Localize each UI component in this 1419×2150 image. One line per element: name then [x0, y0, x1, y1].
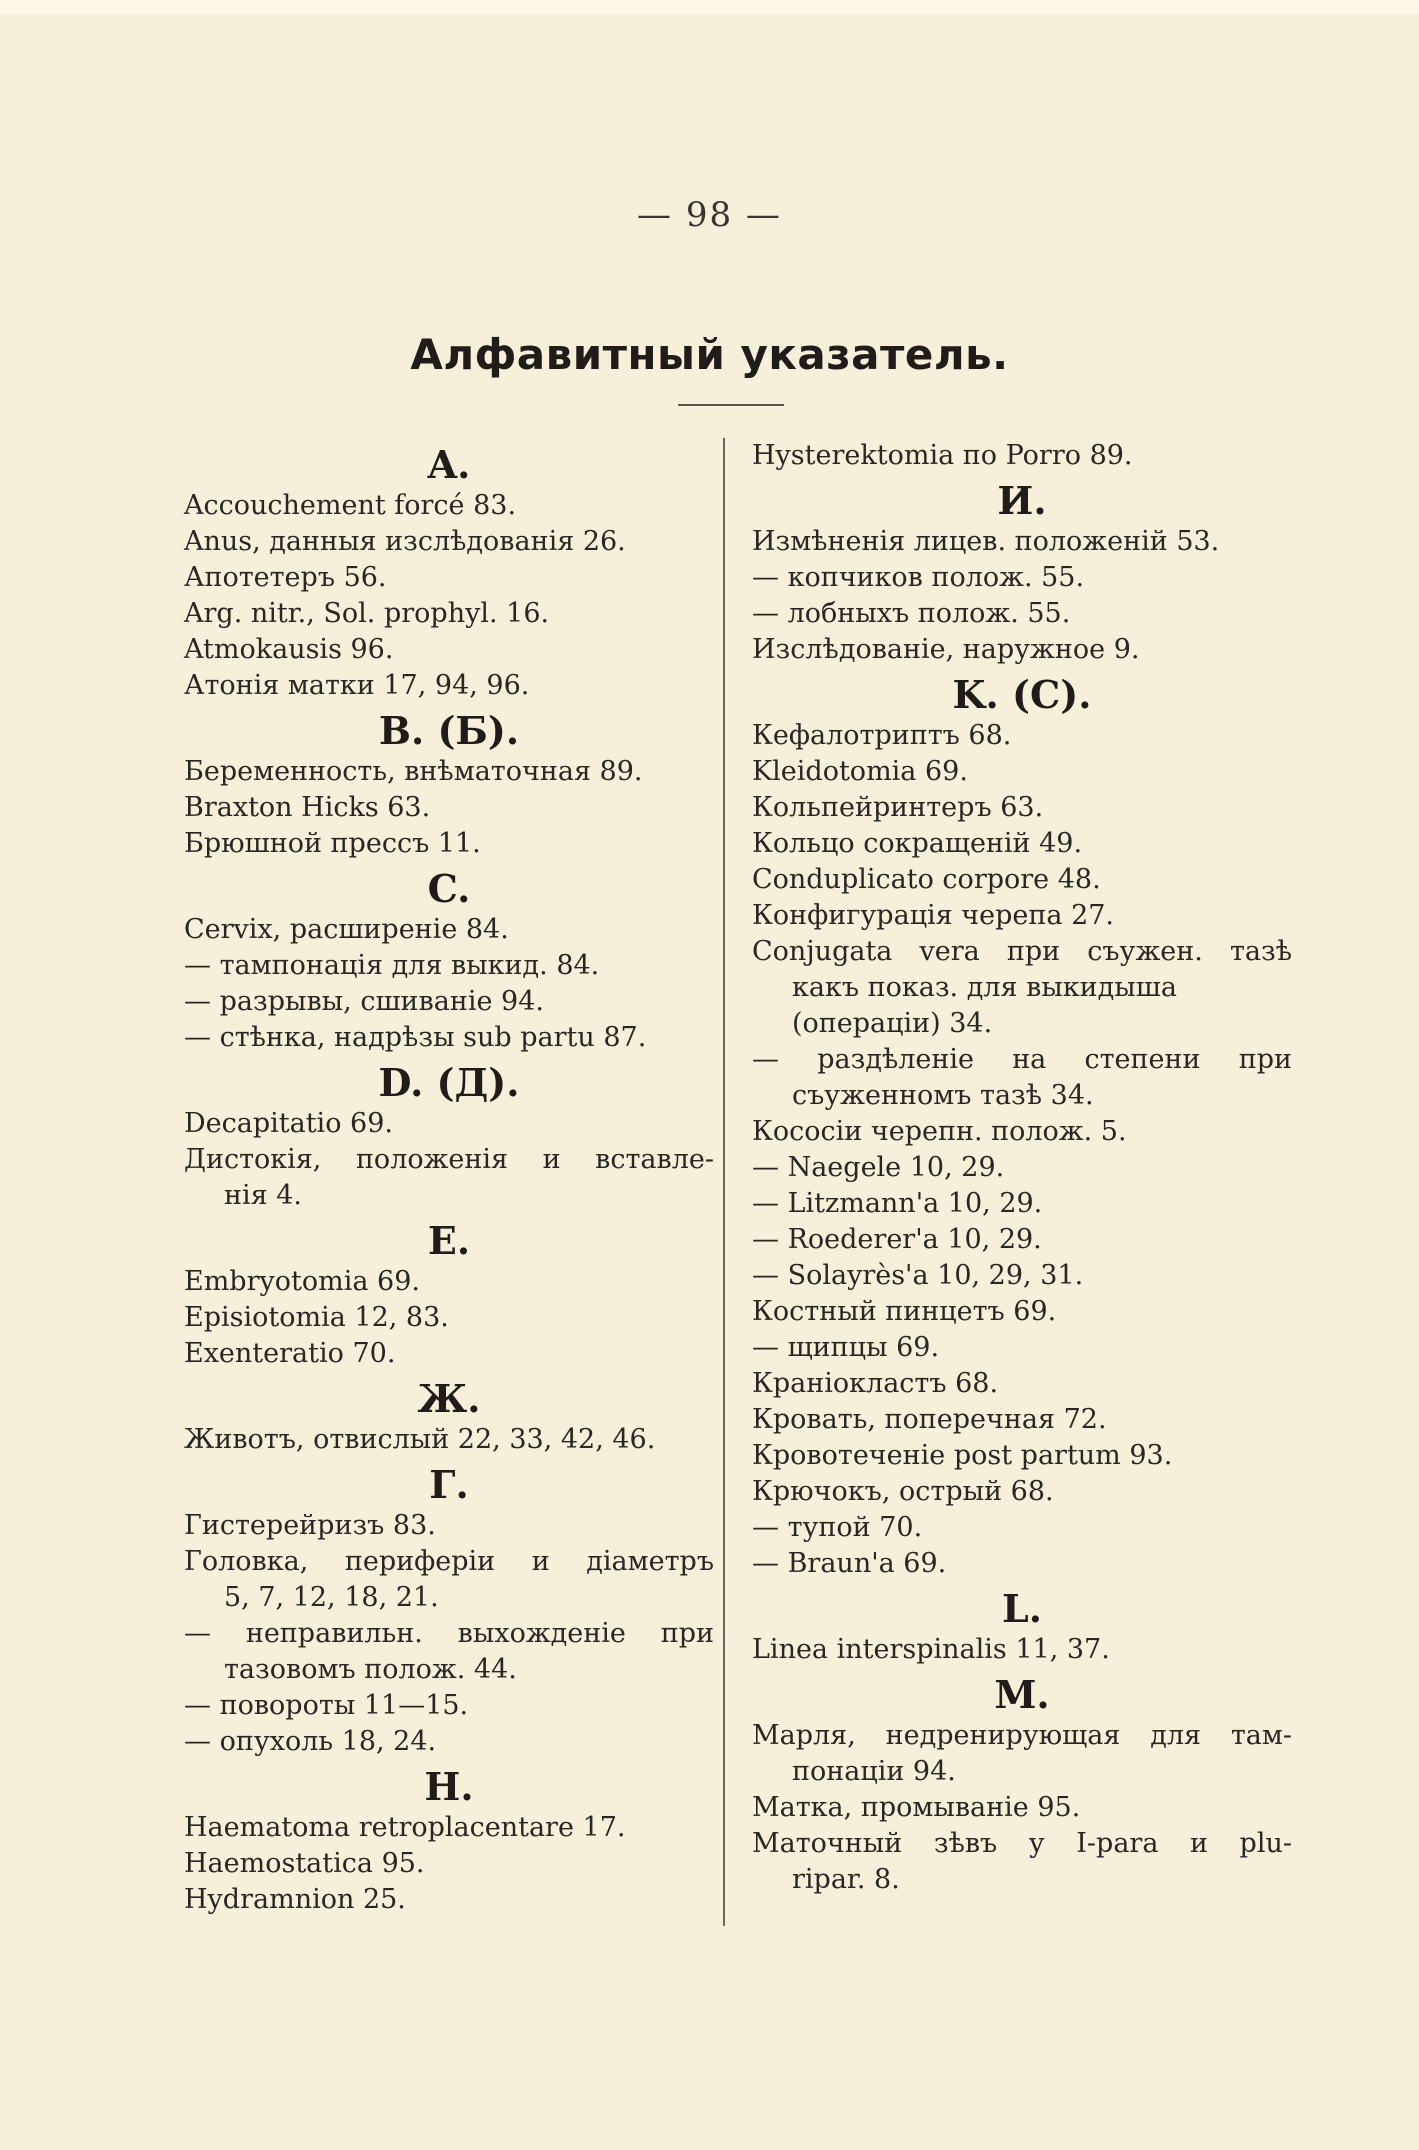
index-entry — [752, 1790, 1292, 1826]
section-letter: E. — [427, 1218, 471, 1263]
index-entry — [184, 1616, 714, 1688]
index-entry — [184, 790, 714, 826]
index-entry-line: какъ показ. для выкидыша — [792, 972, 1177, 1003]
index-entry-line: Braxton Hicks 63. — [184, 792, 431, 823]
index-entry-line: Linea interspinalis 11, 37. — [752, 1634, 1110, 1665]
index-entry — [752, 934, 1292, 1042]
index-entry — [752, 898, 1292, 934]
index-entry-line: — повороты 11—15. — [184, 1690, 469, 1721]
index-entry — [752, 1546, 1292, 1582]
index-entry — [184, 826, 714, 862]
index-entry-line: — лобныхъ полож. 55. — [752, 598, 1071, 629]
index-entry-line: Hysterektomia по Porro 89. — [752, 440, 1133, 471]
index-entry-line: — тампонація для выкид. 84. — [184, 950, 600, 981]
section-letter: И. — [997, 478, 1047, 523]
index-entry-line: Кососіи черепн. полож. 5. — [752, 1116, 1127, 1147]
section-letter: A. — [427, 442, 471, 487]
index-entry-line: нія 4. — [224, 1180, 303, 1211]
index-entry — [752, 1222, 1292, 1258]
index-entry-line: Decapitatio 69. — [184, 1108, 393, 1139]
index-entry-line: — тупой 70. — [752, 1512, 923, 1543]
index-entry — [184, 488, 714, 524]
index-entry — [184, 1846, 714, 1882]
index-entry-line: Маточный зѣвъ у I-para и plu- — [752, 1828, 1292, 1859]
index-entry — [184, 1422, 714, 1458]
index-entry-line: Гистерейризъ 83. — [184, 1510, 436, 1541]
index-entry — [752, 1330, 1292, 1366]
index-entry — [752, 1826, 1292, 1898]
index-entry — [184, 524, 714, 560]
index-entry — [184, 1810, 714, 1846]
index-entry — [752, 790, 1292, 826]
index-entry — [184, 668, 714, 704]
index-entry-line: Апотетеръ 56. — [184, 562, 387, 593]
index-entry — [184, 1544, 714, 1616]
index-entry — [184, 754, 714, 790]
index-entry — [752, 1402, 1292, 1438]
index-entry-line: Кольпейринтеръ 63. — [752, 792, 1044, 823]
index-entry-line: Животъ, отвислый 22, 33, 42, 46. — [184, 1424, 656, 1455]
index-entry-line: Конфигурація черепа 27. — [752, 900, 1115, 931]
index-entry-line: Кровать, поперечная 72. — [752, 1404, 1107, 1435]
index-entry-line: Кольцо сокращеній 49. — [752, 828, 1083, 859]
index-entry — [752, 862, 1292, 898]
index-entry-line: Брюшной прессъ 11. — [184, 828, 481, 859]
index-entry — [184, 984, 714, 1020]
index-entry-line: — опухоль 18, 24. — [184, 1726, 437, 1757]
index-entry-line: — щипцы 69. — [752, 1332, 940, 1363]
index-entry-line: — копчиков полож. 55. — [752, 562, 1085, 593]
index-entry-line: Дистокія, положенія и вставле- — [184, 1144, 714, 1175]
index-entry-line: Hydramnion 25. — [184, 1884, 406, 1915]
index-entry-line: Embryotomia 69. — [184, 1266, 420, 1297]
index-entry — [184, 560, 714, 596]
index-entry-line: Измѣненія лицев. положеній 53. — [752, 526, 1220, 557]
index-entry-line: — Naegele 10, 29. — [752, 1152, 1005, 1183]
index-entry — [184, 1142, 714, 1214]
index-entry — [184, 948, 714, 984]
index-entry — [184, 1106, 714, 1142]
index-entry-line: 5, 7, 12, 18, 21. — [224, 1582, 439, 1613]
index-entry-line: Conduplicato corpore 48. — [752, 864, 1101, 895]
index-entry-line: Изслѣдованіе, наружное 9. — [752, 634, 1140, 665]
index-entry — [184, 632, 714, 668]
index-entry — [184, 1336, 714, 1372]
index-entry — [184, 912, 714, 948]
index-entry — [752, 1632, 1292, 1668]
page-number: — 98 — — [637, 195, 782, 235]
index-entry — [752, 1718, 1292, 1790]
index-entry-line: — стѣнка, надрѣзы sub partu 87. — [184, 1022, 647, 1053]
index-entry — [752, 826, 1292, 862]
index-entry — [184, 1724, 714, 1760]
index-entry-line: Haematoma retroplacentare 17. — [184, 1812, 626, 1843]
index-entry-line: Кровотеченіе post partum 93. — [752, 1440, 1173, 1471]
index-entry-line: Atmokausis 96. — [184, 634, 394, 665]
index-entry-line: Головка, перифеpіи и діаметръ — [184, 1546, 714, 1577]
index-entry — [752, 1438, 1292, 1474]
index-entry — [752, 1150, 1292, 1186]
index-entry — [752, 596, 1292, 632]
index-entry-line: Accouchement forcé 83. — [184, 490, 517, 521]
index-entry-line: Атонія матки 17, 94, 96. — [184, 670, 530, 701]
index-entry-line: — Roederer'a 10, 29. — [752, 1224, 1042, 1255]
index-column-left — [184, 438, 714, 1918]
section-letter: B. (Б). — [378, 708, 520, 753]
index-entry-line: Haemostatica 95. — [184, 1848, 425, 1879]
section-letter: L. — [1002, 1586, 1042, 1631]
index-entry-line: Марля, недренирующая для там- — [752, 1720, 1292, 1751]
index-entry-line: — раздѣленіе на степени при — [752, 1044, 1292, 1075]
section-letter: M. — [994, 1672, 1050, 1717]
index-entry-line: — разрывы, сшиваніе 94. — [184, 986, 544, 1017]
index-entry-line: Беременность, внѣматочная 89. — [184, 756, 643, 787]
section-letter: D. (Д). — [378, 1060, 520, 1105]
index-entry-line: Exenteratio 70. — [184, 1338, 396, 1369]
section-letter: H. — [424, 1764, 474, 1809]
index-entry-line: Cervix, расширеніе 84. — [184, 914, 509, 945]
index-entry — [752, 632, 1292, 668]
title-divider — [678, 404, 784, 406]
index-entry-line: понаціи 94. — [792, 1756, 956, 1787]
index-entry-line: — Braun'a 69. — [752, 1548, 947, 1579]
index-entry-line: Матка, промываніе 95. — [752, 1792, 1081, 1823]
section-letter: Г. — [429, 1462, 469, 1507]
index-entry-line: Conjugata vera при съужен. тазѣ — [752, 936, 1292, 967]
index-entry-line: Kleidotomia 69. — [752, 756, 968, 787]
index-entry — [184, 1688, 714, 1724]
column-divider — [723, 438, 725, 1926]
index-entry-line: Arg. nitr., Sol. prophyl. 16. — [184, 598, 550, 629]
index-entry — [752, 1510, 1292, 1546]
index-entry — [752, 1114, 1292, 1150]
section-letter: C. — [427, 866, 471, 911]
index-entry-line: Episiotomia 12, 83. — [184, 1302, 449, 1333]
index-entry — [184, 1264, 714, 1300]
page-title: Алфавитный указатель. — [410, 330, 1009, 379]
index-entry-line: тазовомъ полож. 44. — [224, 1654, 517, 1685]
index-entry — [184, 596, 714, 632]
index-entry-line: Костный пинцетъ 69. — [752, 1296, 1057, 1327]
index-entry — [752, 1186, 1292, 1222]
section-letter: Ж. — [417, 1376, 481, 1421]
index-entry — [752, 1474, 1292, 1510]
index-entry-line: Краніокластъ 68. — [752, 1368, 999, 1399]
index-entry — [184, 1020, 714, 1056]
index-entry-line: ripar. 8. — [792, 1864, 900, 1895]
page-top-edge — [0, 0, 1419, 14]
index-entry — [184, 1300, 714, 1336]
index-entry — [752, 754, 1292, 790]
index-entry — [752, 524, 1292, 560]
index-entry — [752, 560, 1292, 596]
index-entry-line: — Solayrès'a 10, 29, 31. — [752, 1260, 1084, 1291]
index-entry-line: съуженномъ тазѣ 34. — [792, 1080, 1094, 1111]
index-entry-line: (операціи) 34. — [792, 1008, 993, 1039]
index-entry — [184, 1882, 714, 1918]
index-entry — [752, 1042, 1292, 1114]
index-entry-line: Кефалотриптъ 68. — [752, 720, 1012, 751]
index-entry — [752, 1366, 1292, 1402]
index-entry-line: — неправильн. выхожденіе при — [184, 1618, 714, 1649]
index-entry — [752, 1258, 1292, 1294]
index-entry-line: Anus, данныя изслѣдованія 26. — [184, 526, 626, 557]
index-entry — [184, 1508, 714, 1544]
index-column-right — [752, 438, 1292, 1898]
index-entry — [752, 1294, 1292, 1330]
index-entry-line: Крючокъ, острый 68. — [752, 1476, 1054, 1507]
section-letter: K. (C). — [952, 672, 1092, 717]
index-entry — [752, 438, 1292, 474]
index-entry-line: — Litzmann'a 10, 29. — [752, 1188, 1043, 1219]
index-entry — [752, 718, 1292, 754]
